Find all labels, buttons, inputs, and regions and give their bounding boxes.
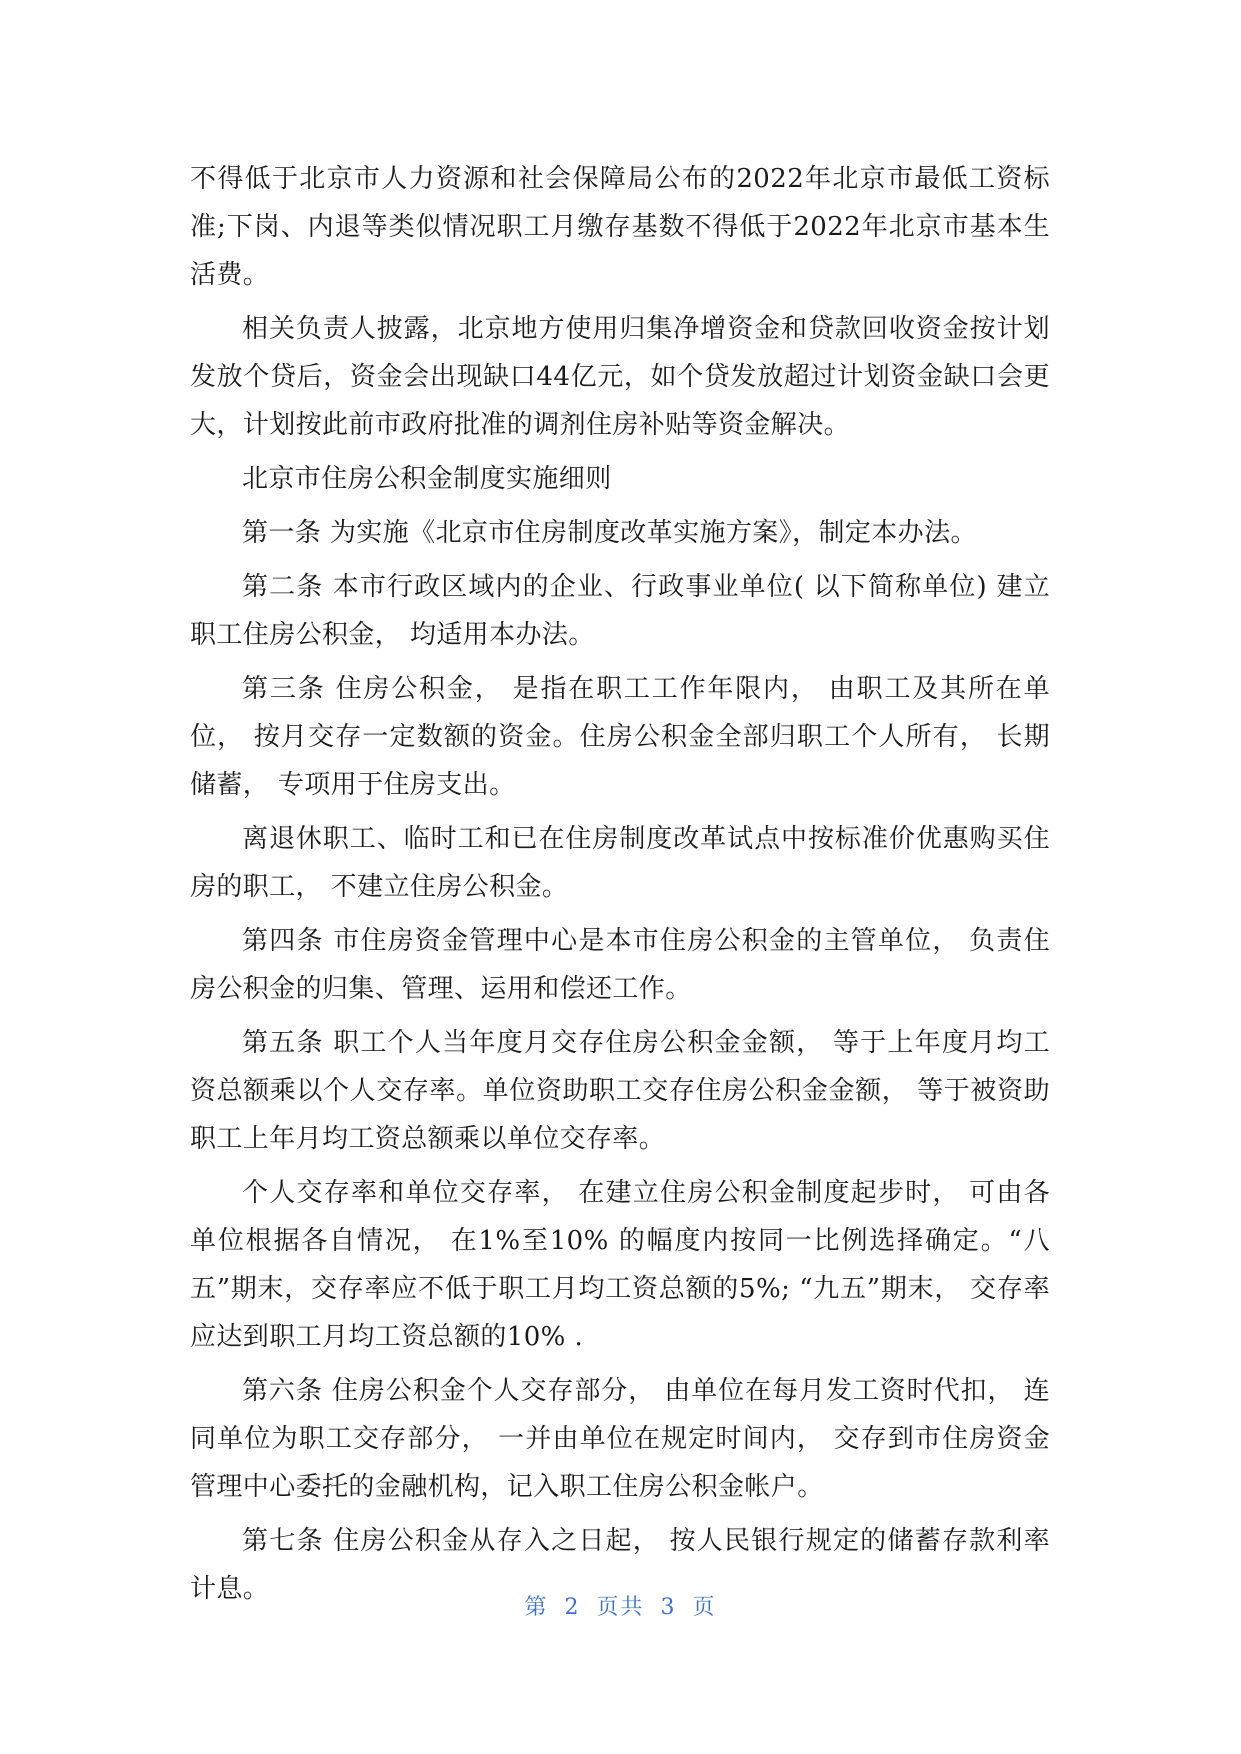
total-page-count: 3 xyxy=(660,1595,677,1620)
document-body xyxy=(190,155,1050,1619)
article-paragraph: 第五条 职工个人当年度月交存住房公积金金额， 等于上年度月均工资总额乘以个人交存率。单位资助职工交存住房公积金金额， 等于被资助职工上年月均工资总额乘以单位交存率。 xyxy=(190,1028,1050,1154)
article-paragraph: 第二条 本市行政区域内的企业、行政事业单位( 以下简称单位) 建立职工住房公积金， 均适用本办法。 xyxy=(190,572,1050,650)
paragraph: 个人交存率和单位交存率， 在建立住房公积金制度起步时， 可由各单位根据各自情况， 在1%至10% 的幅度内按同一比例选择确定。“八五”期末，交存率应不低于职工月均工资总额的5%; “九五”期末， 交存率应达到职工月均工资总额的10% . xyxy=(190,1178,1050,1352)
paragraph: 不得低于北京市人力资源和社会保障局公布的2022年北京市最低工资标准;下岗、内退等类似情况职工月缴存基数不得低于2022年北京市基本生活费。 xyxy=(190,164,1050,290)
page-footer xyxy=(0,1590,1241,1621)
article-paragraph: 第七条 住房公积金从存入之日起， 按人民银行规定的储蓄存款利率计息。 xyxy=(190,1526,1050,1604)
section-heading: 北京市住房公积金制度实施细则 xyxy=(242,464,612,494)
paragraph: 相关负责人披露，北京地方使用归集净增资金和贷款回收资金按计划发放个贷后，资金会出现缺口44亿元，如个贷发放超过计划资金缺口会更大，计划按此前市政府批准的调剂住房补贴等资金解决。 xyxy=(190,314,1050,440)
article-paragraph: 第一条 为实施《北京市住房制度改革实施方案》，制定本办法。 xyxy=(242,518,977,548)
paragraph: 离退休职工、临时工和已在住房制度改革试点中按标准价优惠购买住房的职工， 不建立住房公积金。 xyxy=(190,824,1050,902)
article-paragraph: 第三条 住房公积金， 是指在职工工作年限内， 由职工及其所在单位， 按月交存一定数额的资金。住房公积金全部归职工个人所有， 长期储蓄， 专项用于住房支出。 xyxy=(190,674,1050,800)
footer-label-di: 第 xyxy=(524,1595,549,1620)
current-page-number: 2 xyxy=(564,1595,581,1620)
article-paragraph: 第六条 住房公积金个人交存部分， 由单位在每月发工资时代扣， 连同单位为职工交存部分， 一并由单位在规定时间内， 交存到市住房资金管理中心委托的金融机构，记入职工住房公积金帐户。 xyxy=(190,1376,1050,1502)
article-paragraph: 第四条 市住房资金管理中心是本市住房公积金的主管单位， 负责住房公积金的归集、管理、运用和偿还工作。 xyxy=(190,926,1050,1004)
footer-label-ye: 页 xyxy=(692,1595,717,1620)
footer-label-ye-gong: 页共 xyxy=(596,1595,645,1620)
